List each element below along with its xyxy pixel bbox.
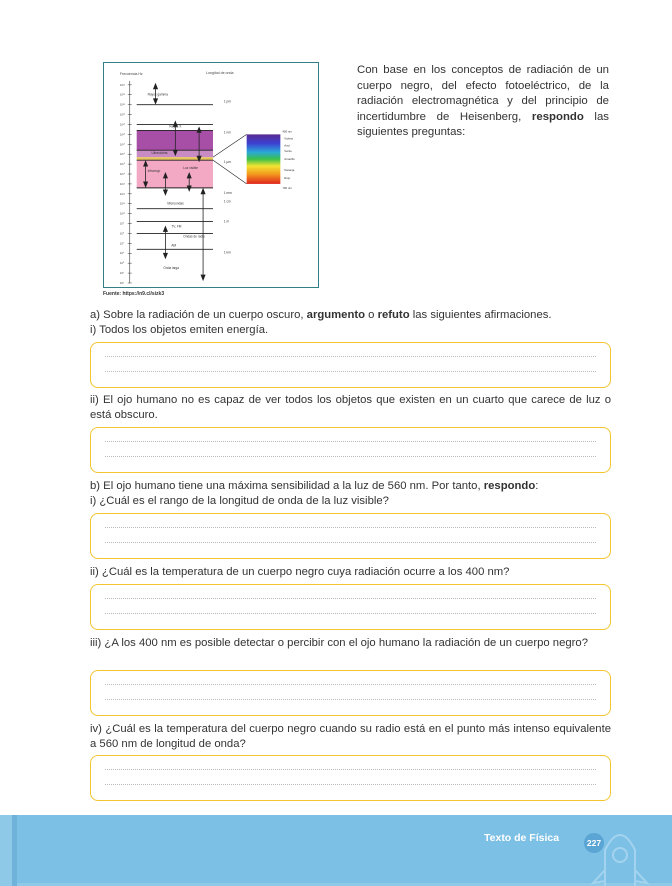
visible-strip <box>137 157 213 160</box>
section-b-heading <box>90 479 611 494</box>
freq-tick-label: 10⁶ <box>119 251 125 256</box>
label-tv: TV, FM <box>171 224 182 229</box>
freq-tick-label: 10¹⁵ <box>119 162 126 167</box>
wl-1mm: 1 mm <box>223 190 232 195</box>
answer-box-b1[interactable] <box>90 513 611 559</box>
intro-text-a: Con base en los conceptos de radiación de un cuerpo negro, del efecto fotoeléctrico, de la radiación electromagnética y del principio de incertidumbre de Heisenberg, <box>357 64 609 123</box>
freq-tick-label: 10¹⁰ <box>119 211 125 216</box>
freq-tick-label: 10¹³ <box>119 181 125 186</box>
em-spectrum-diagram <box>104 63 318 287</box>
freq-tick-label: 10⁴ <box>119 271 125 276</box>
wavelength-header: Longitud de onda <box>206 70 234 75</box>
question-b3: iii) ¿A los 400 nm es posible detectar o percibir con el ojo humano la radiación de un cuerpo negro? <box>90 637 588 649</box>
label-visible: Luz visible <box>183 166 199 171</box>
wl-1cm: 1 cm <box>223 199 231 204</box>
answer-box-b4[interactable] <box>90 755 611 801</box>
label-am: AM <box>171 243 177 248</box>
freq-tick-label: 10¹⁴ <box>119 172 126 176</box>
freq-tick-label: 10²⁰ <box>119 112 125 117</box>
label-long: Onda larga <box>163 266 180 271</box>
freq-tick-label: 10²¹ <box>119 102 125 107</box>
wl-1um: 1 μm <box>223 160 231 165</box>
xray-band <box>137 130 213 150</box>
freq-tick-label: 10¹⁷ <box>119 142 125 147</box>
freq-tick-label: 10⁹ <box>119 221 125 226</box>
label-micro: Microondas <box>167 201 184 206</box>
intro-text-b: las siguientes preguntas: <box>357 110 609 138</box>
page-number: 227 <box>584 833 604 853</box>
wl-1pm: 1 pm <box>223 99 231 104</box>
intro-paragraph <box>357 63 609 141</box>
answer-box-a2[interactable] <box>90 427 611 473</box>
freq-tick-label: 10⁸ <box>119 231 125 236</box>
freq-tick-label: 10¹¹ <box>119 201 125 206</box>
wl-1nm: 1 nm <box>223 130 231 135</box>
section-a-heading <box>90 308 611 323</box>
wl-1km: 1 km <box>223 250 231 255</box>
section-a-mid: o <box>365 309 378 321</box>
spec-green: Verde <box>284 149 292 154</box>
section-a-bold1: argumento <box>306 309 366 321</box>
freq-tick-label: 10²² <box>119 92 125 97</box>
section-a-bold2: refuto <box>377 309 410 321</box>
label-gamma: Rayos gamma <box>147 92 168 97</box>
visible-spectrum <box>247 134 281 184</box>
freq-tick-label: 10⁵ <box>119 261 125 266</box>
question-b4: iv) ¿Cuál es la temperatura del cuerpo negro cuando su radio está en el punto más intenso equivalente a 560 nm de longitud de onda? <box>90 723 611 750</box>
spec-orange: Naranja <box>284 168 295 173</box>
answer-box-a1[interactable] <box>90 342 611 388</box>
em-spectrum-figure <box>103 62 319 288</box>
ir-band <box>137 160 213 188</box>
question-b2: ii) ¿Cuál es la temperatura de un cuerpo negro cuya radiación ocurre a los 400 nm? <box>90 566 510 578</box>
question-b1: i) ¿Cuál es el rango de la longitud de onda de la luz visible? <box>90 495 389 507</box>
freq-tick-label: 10¹⁸ <box>119 132 126 137</box>
freq-tick-label: 10¹⁹ <box>119 122 126 127</box>
spec-violet: Violeta <box>284 136 294 141</box>
spec-yellow: Amarillo <box>284 157 295 162</box>
section-b-bold: respondo <box>483 480 536 492</box>
question-a1: i) Todos los objetos emiten energía. <box>90 324 269 336</box>
section-a-prefix: a) Sobre la radiación de un cuerpo oscuro, <box>90 309 307 321</box>
intro-bold: respondo <box>531 110 584 123</box>
freq-tick-label: 10²³ <box>119 82 125 87</box>
answer-box-b2[interactable] <box>90 584 611 630</box>
freq-header: Frecuencia Hz <box>119 71 143 76</box>
freq-tick-label: 10¹² <box>119 191 125 196</box>
spec-700: 700 nm <box>282 185 292 190</box>
rocket-icon <box>565 815 655 886</box>
answer-box-b3[interactable] <box>90 670 611 716</box>
freq-tick-label: 10¹⁶ <box>119 152 125 157</box>
freq-tick-label: 10³ <box>119 280 124 285</box>
spec-red: Rojo <box>284 175 291 180</box>
figure-source: Fuente: https://n9.cl/sizk3 <box>103 291 165 297</box>
question-a2: ii) El ojo humano no es capaz de ver todos los objetos que existen en un cuarto que carece de luz o está obscuro. <box>90 394 611 421</box>
freq-tick-label: 10⁷ <box>119 241 124 246</box>
label-radio: Ondas de radio <box>183 234 205 239</box>
spec-400: 400 nm <box>282 129 292 134</box>
label-uv: Ultravioleta <box>151 151 168 156</box>
section-a-suffix: las siguientes afirmaciones. <box>409 309 552 321</box>
wl-1m: 1 m <box>223 219 230 224</box>
label-ir: Infrarrojo <box>147 169 161 174</box>
spec-blue: Azul <box>284 143 290 148</box>
label-xray: Rayos X <box>169 124 182 129</box>
section-b-prefix: b) El ojo humano tiene una máxima sensibilidad a la luz de 560 nm. Por tanto, <box>90 480 484 492</box>
section-b-suffix: : <box>535 480 539 492</box>
footer-title: Texto de Física <box>484 832 560 844</box>
